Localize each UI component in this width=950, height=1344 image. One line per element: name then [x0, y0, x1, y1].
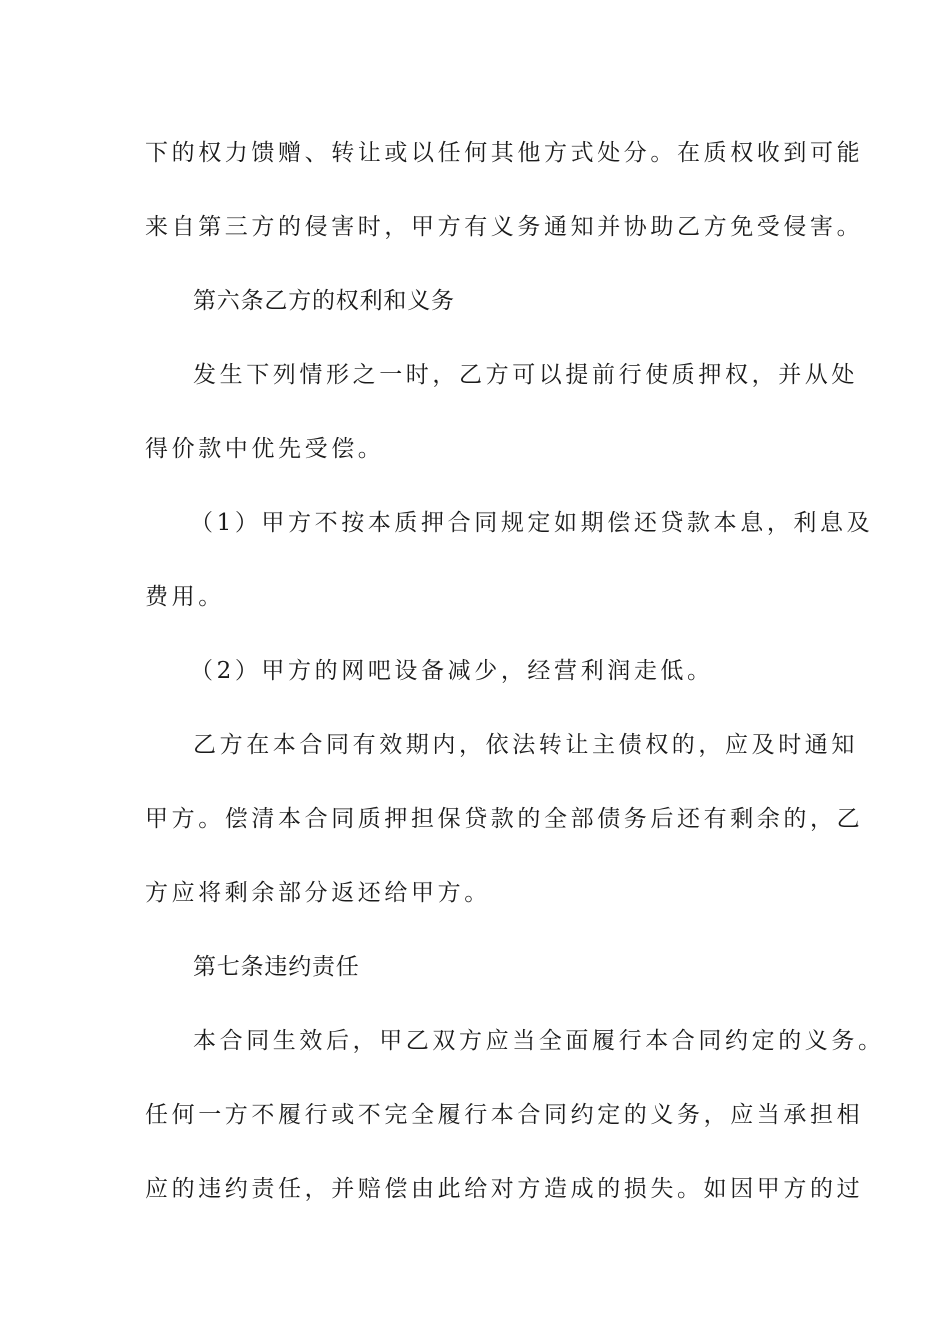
section-heading: 第六条乙方的权利和义务 [193, 288, 455, 314]
text-line: 方应将剩余部分返还给甲方。 [145, 880, 491, 906]
list-item: （1）甲方不按本质押合同规定如期偿还贷款本息，利息及 [190, 510, 874, 536]
text-line: 应的违约责任，并赔偿由此给对方造成的损失。如因甲方的过 [145, 1176, 864, 1202]
text-line: 来自第三方的侵害时，甲方有义务通知并协助乙方免受侵害。 [145, 214, 864, 240]
text-line: 费用。 [145, 584, 225, 610]
text-line: 本合同生效后，甲乙双方应当全面履行本合同约定的义务。 [193, 1028, 885, 1054]
section-heading: 第七条违约责任 [193, 954, 360, 980]
text-line: 乙方在本合同有效期内，依法转让主债权的，应及时通知 [193, 732, 858, 758]
text-line: 甲方。偿清本合同质押担保贷款的全部债务后还有剩余的，乙 [145, 806, 864, 832]
text-line: 发生下列情形之一时，乙方可以提前行使质押权，并从处 [193, 362, 858, 388]
text-line: 下的权力馈赠、转让或以任何其他方式处分。在质权收到可能 [145, 140, 864, 166]
text-line: 任何一方不履行或不完全履行本合同约定的义务，应当承担相 [145, 1102, 864, 1128]
list-item: （2）甲方的网吧设备减少，经营利润走低。 [190, 658, 714, 684]
text-line: 得价款中优先受偿。 [145, 436, 385, 462]
